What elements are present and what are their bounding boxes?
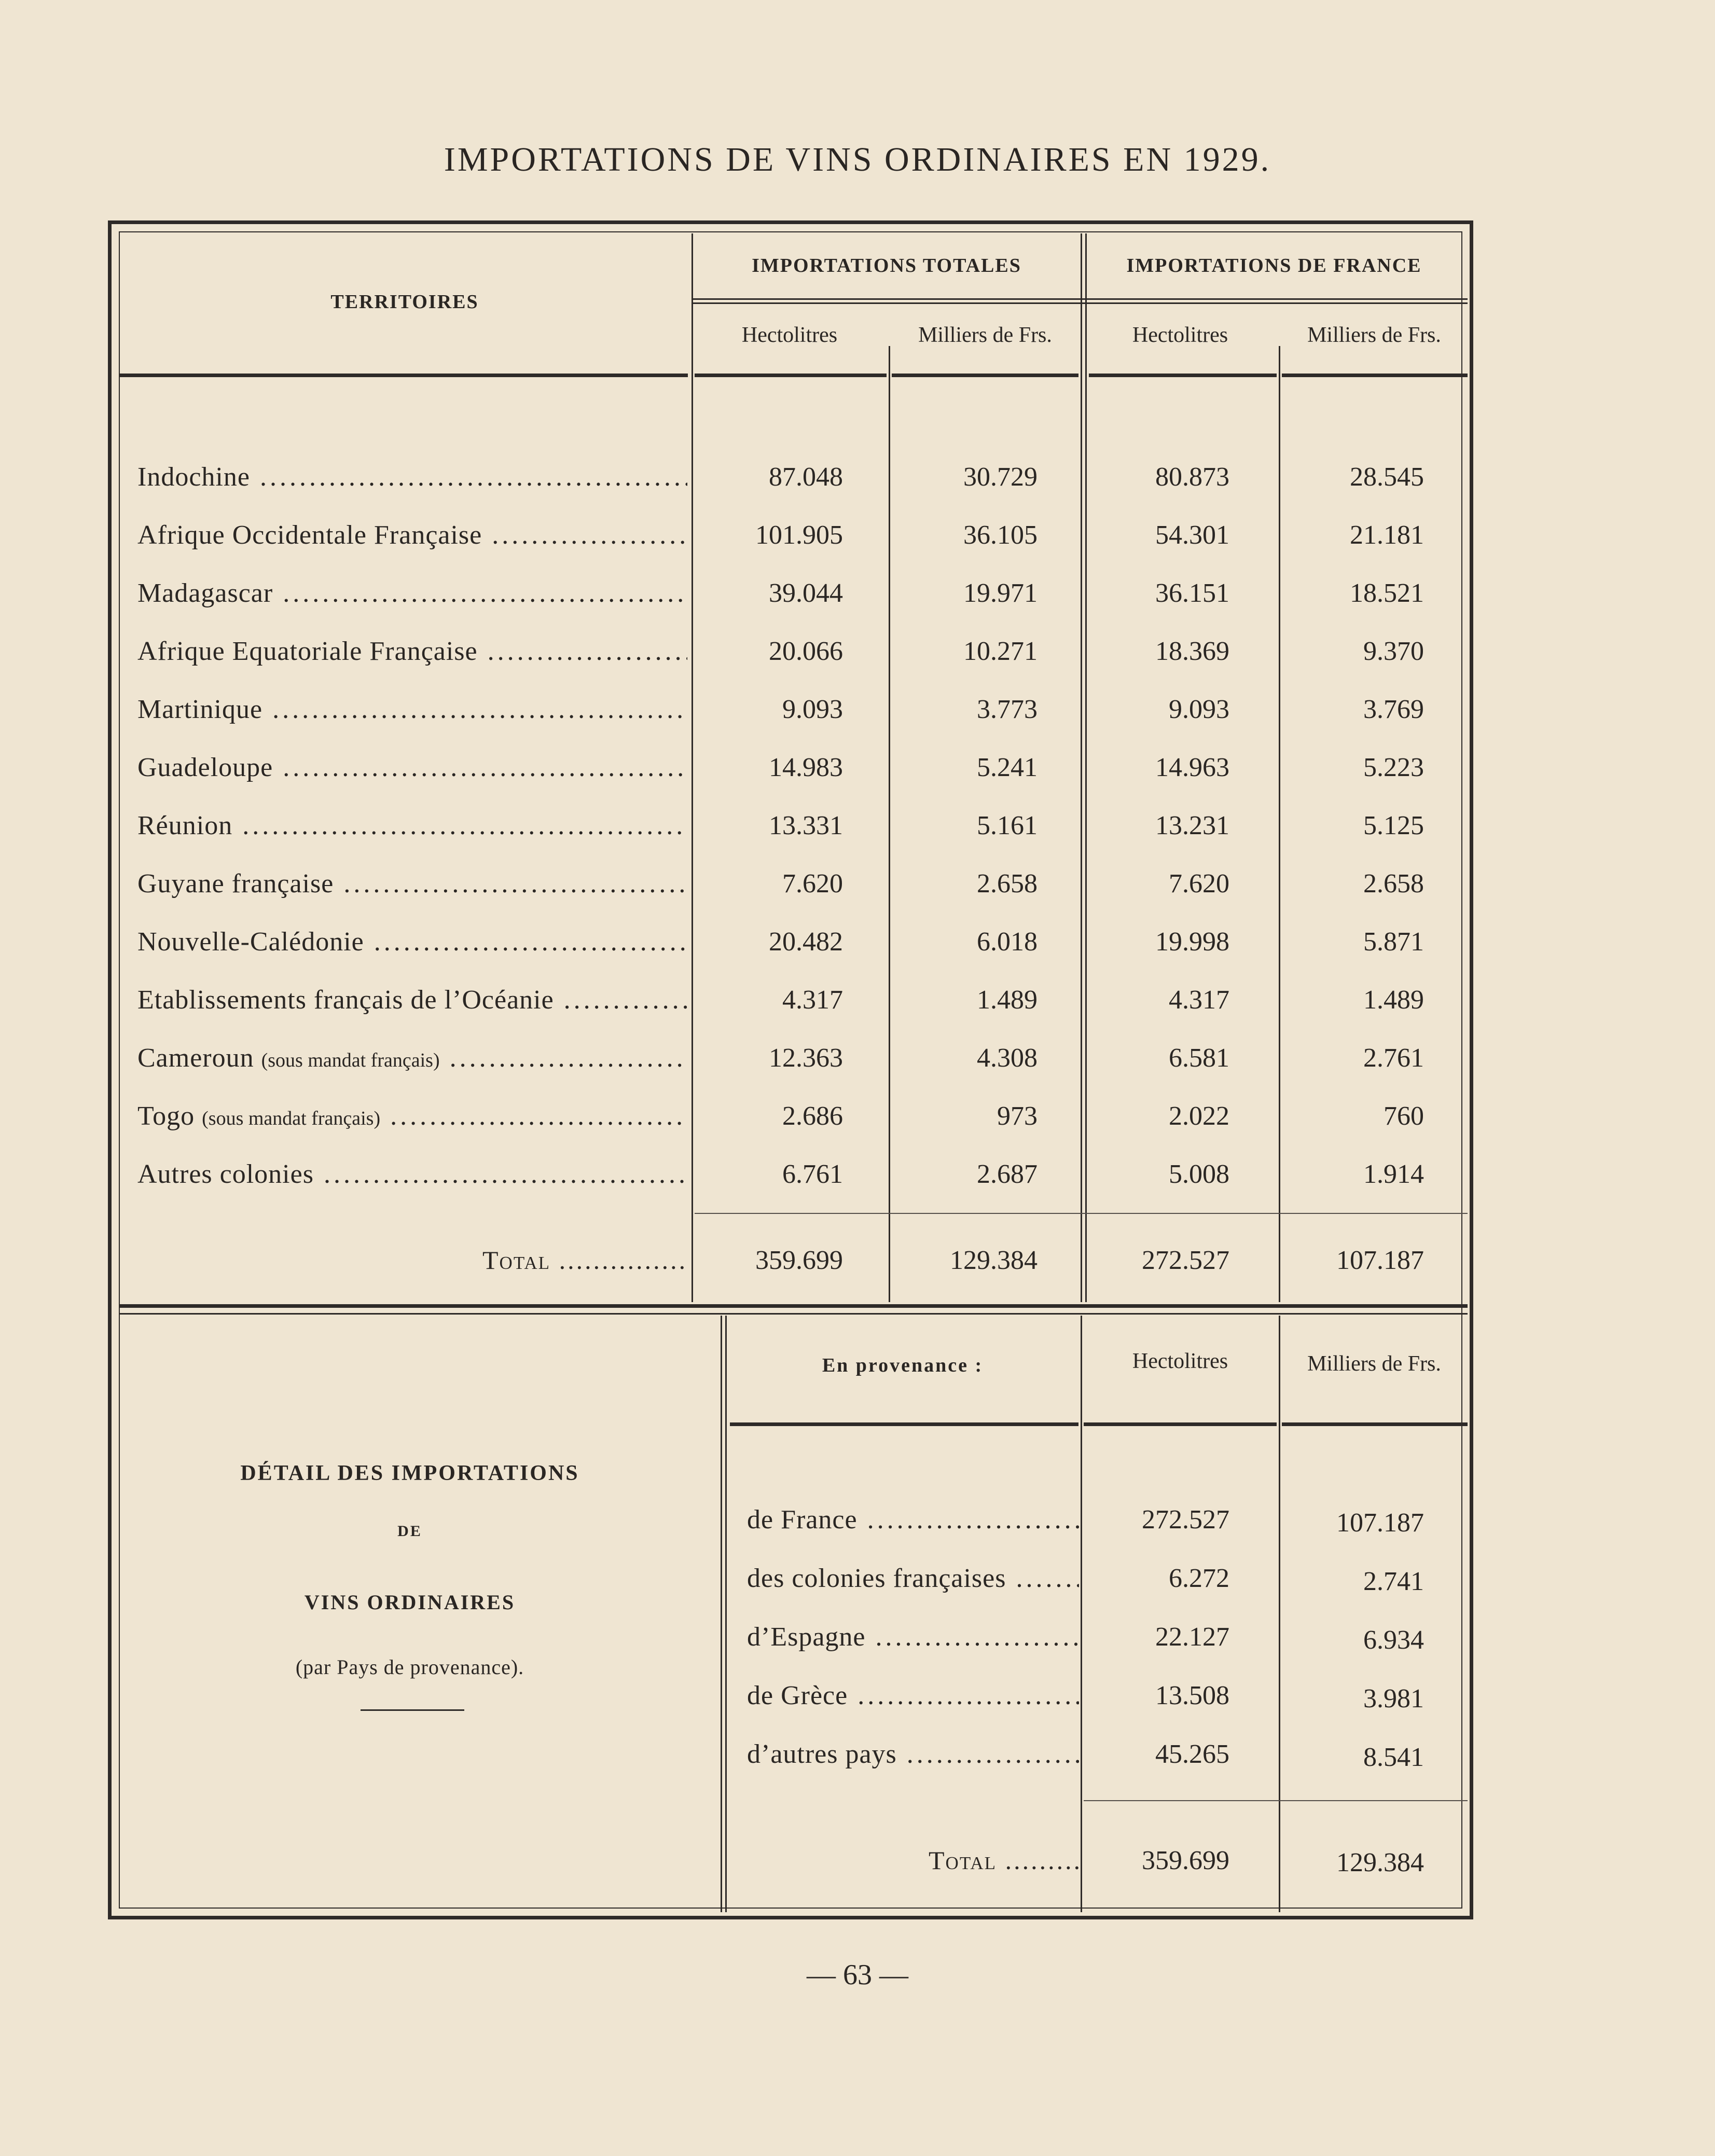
cell-fr-frs: 18.521 [1350, 578, 1424, 608]
detail-title-line3: VINS ORDINAIRES [304, 1591, 516, 1614]
territoire-label: Guadeloupe ..... [137, 752, 687, 783]
cell-fr-frs: 9.370 [1363, 637, 1424, 666]
cell-tot-frs: 19.971 [963, 578, 1038, 608]
rule-header-c3 [1089, 374, 1277, 377]
origin-label: d’Espagne ..... [747, 1622, 1079, 1652]
detail-row [0, 1680, 1424, 1727]
detail-row [0, 1504, 1424, 1551]
rule-group-header [691, 298, 1468, 304]
detail-row [0, 1563, 1424, 1610]
cell-fr-frs: 5.125 [1363, 811, 1424, 840]
cell-tot-frs: 5.241 [977, 753, 1038, 782]
rule-section-1 [119, 1304, 1468, 1308]
detail-title-line2: DE [397, 1523, 422, 1540]
rule-header-c1 [695, 374, 887, 377]
cell-fr-frs: 760 [1384, 1101, 1424, 1131]
table-row [0, 985, 1424, 1031]
detail-title-line4: (par Pays de provenance). [295, 1655, 524, 1679]
total-row [0, 1245, 1424, 1292]
table-row [0, 1043, 1424, 1089]
cell-tot-frs: 2.687 [977, 1159, 1038, 1189]
cell-fr-frs: 21.181 [1350, 520, 1424, 550]
cell-tot-frs: 3.773 [977, 695, 1038, 724]
cell-fr-hl: 14.963 [1155, 753, 1229, 782]
cell-fr-hl: 4.317 [1169, 985, 1229, 1015]
detail-cell-frs: 3.981 [1363, 1684, 1424, 1713]
total-tot-frs: 129.384 [950, 1246, 1038, 1275]
header-milliers-totales: Milliers de Frs. [918, 323, 1052, 347]
table-row [0, 636, 1424, 683]
cell-fr-hl: 80.873 [1155, 462, 1229, 492]
cell-tot-hl: 12.363 [769, 1043, 843, 1073]
detail-cell-hl: 6.272 [1169, 1564, 1229, 1593]
detail-cell-frs: 6.934 [1363, 1625, 1424, 1655]
cell-tot-frs: 5.161 [977, 811, 1038, 840]
rule-header-c2 [892, 374, 1078, 377]
cell-fr-frs: 28.545 [1350, 462, 1424, 492]
origin-label: de France ..... [747, 1504, 1079, 1535]
detail-cell-frs: 2.741 [1363, 1567, 1424, 1596]
cell-tot-hl: 4.317 [782, 985, 843, 1015]
cell-tot-hl: 101.905 [755, 520, 843, 550]
cell-tot-hl: 13.331 [769, 811, 843, 840]
rule-subtotal [695, 1213, 1468, 1214]
detail-row [0, 1739, 1424, 1786]
cell-tot-frs: 30.729 [963, 462, 1038, 492]
cell-tot-frs: 36.105 [963, 520, 1038, 550]
cell-fr-hl: 54.301 [1155, 520, 1229, 550]
rule-detail-col2 [1279, 1316, 1280, 1912]
cell-fr-hl: 6.581 [1169, 1043, 1229, 1073]
table-row [0, 1159, 1424, 1206]
territoire-label: Afrique Occidentale Française ..... [137, 520, 687, 550]
detail-title-line1: DÉTAIL DES IMPORTATIONS [240, 1461, 579, 1485]
header-importations-france: IMPORTATIONS DE FRANCE [1126, 255, 1422, 277]
rule-header-c4 [1282, 374, 1468, 377]
table-row [0, 520, 1424, 566]
origin-label: de Grèce ..... [747, 1680, 1079, 1711]
table-row [0, 810, 1424, 857]
cell-tot-hl: 9.093 [782, 695, 843, 724]
table-row [0, 927, 1424, 973]
cell-fr-hl: 19.998 [1155, 927, 1229, 957]
cell-fr-frs: 2.658 [1363, 869, 1424, 899]
cell-fr-hl: 36.151 [1155, 578, 1229, 608]
cell-tot-frs: 2.658 [977, 869, 1038, 899]
table-row [0, 578, 1424, 625]
territoire-label: Cameroun (sous mandat français) ..... [137, 1043, 687, 1073]
cell-tot-frs: 973 [997, 1101, 1038, 1131]
rule-detail-col1 [1081, 1316, 1082, 1912]
cell-fr-hl: 7.620 [1169, 869, 1229, 899]
detail-cell-frs: 107.187 [1336, 1508, 1424, 1538]
cell-fr-hl: 13.231 [1155, 811, 1229, 840]
cell-tot-hl: 6.761 [782, 1159, 843, 1189]
cell-fr-frs: 5.871 [1363, 927, 1424, 957]
origin-label: des colonies françaises ..... [747, 1563, 1079, 1594]
header-territoires: TERRITOIRES [330, 291, 479, 313]
territoire-label: Réunion ..... [137, 810, 687, 841]
rule-detail-header-a [730, 1422, 1078, 1426]
territoire-label: Indochine ..... [137, 462, 687, 492]
cell-tot-frs: 4.308 [977, 1043, 1038, 1073]
territoire-label: Etablissements français de l’Océanie ..... [137, 985, 687, 1015]
cell-fr-hl: 18.369 [1155, 637, 1229, 666]
territoire-label: Madagascar ..... [137, 578, 687, 609]
table-row [0, 462, 1424, 508]
cell-fr-frs: 1.489 [1363, 985, 1424, 1015]
cell-tot-frs: 6.018 [977, 927, 1038, 957]
rule-section-2 [119, 1313, 1468, 1315]
territoire-label: Togo (sous mandat français) ..... [137, 1101, 687, 1131]
header-importations-totales: IMPORTATIONS TOTALES [752, 255, 1021, 277]
detail-total-hl: 359.699 [1142, 1846, 1229, 1875]
detail-total-label: Total ..... [929, 1845, 1079, 1875]
cell-fr-frs: 3.769 [1363, 695, 1424, 724]
rule-header-territoires [119, 374, 688, 377]
cell-tot-hl: 87.048 [769, 462, 843, 492]
rule-detail-header-c [1282, 1422, 1468, 1426]
detail-header-provenance: En provenance : [822, 1355, 984, 1376]
detail-cell-hl: 45.265 [1155, 1739, 1229, 1769]
cell-tot-frs: 1.489 [977, 985, 1038, 1015]
rule-detail-subtotal [1084, 1800, 1468, 1801]
territoire-label: Autres colonies ..... [137, 1159, 687, 1190]
cell-tot-hl: 14.983 [769, 753, 843, 782]
header-hectolitres-france: Hectolitres [1132, 323, 1228, 347]
detail-header-hectolitres: Hectolitres [1132, 1349, 1228, 1373]
detail-cell-hl: 13.508 [1155, 1681, 1229, 1710]
detail-cell-frs: 8.541 [1363, 1743, 1424, 1772]
cell-fr-hl: 9.093 [1169, 695, 1229, 724]
total-fr-hl: 272.527 [1142, 1246, 1229, 1275]
cell-tot-hl: 7.620 [782, 869, 843, 899]
table-row [0, 868, 1424, 915]
total-tot-hl: 359.699 [755, 1246, 843, 1275]
total-label: Total ..... [482, 1245, 687, 1275]
territoire-label: Guyane française ..... [137, 868, 687, 899]
detail-cell-hl: 22.127 [1155, 1622, 1229, 1652]
rule-detail-left [721, 1316, 727, 1912]
cell-fr-frs: 2.761 [1363, 1043, 1424, 1073]
page-number: — 63 — [807, 1959, 908, 1991]
cell-fr-hl: 2.022 [1169, 1101, 1229, 1131]
cell-fr-frs: 1.914 [1363, 1159, 1424, 1189]
territoire-label: Nouvelle-Calédonie ..... [137, 927, 687, 957]
detail-cell-hl: 272.527 [1142, 1505, 1229, 1535]
origin-label: d’autres pays ..... [747, 1739, 1079, 1770]
detail-total-frs: 129.384 [1336, 1848, 1424, 1877]
cell-tot-hl: 20.066 [769, 637, 843, 666]
cell-fr-hl: 5.008 [1169, 1159, 1229, 1189]
cell-tot-hl: 39.044 [769, 578, 843, 608]
table-row [0, 694, 1424, 741]
cell-tot-frs: 10.271 [963, 637, 1038, 666]
total-fr-frs: 107.187 [1336, 1246, 1424, 1275]
cell-tot-hl: 2.686 [782, 1101, 843, 1131]
cell-fr-frs: 5.223 [1363, 753, 1424, 782]
detail-total-row [0, 1845, 1424, 1892]
rule-detail-header-b [1084, 1422, 1277, 1426]
page-title: IMPORTATIONS DE VINS ORDINAIRES EN 1929. [444, 141, 1271, 178]
header-milliers-france: Milliers de Frs. [1307, 323, 1441, 347]
header-hectolitres-totales: Hectolitres [741, 323, 838, 347]
table-row [0, 1101, 1424, 1148]
cell-tot-hl: 20.482 [769, 927, 843, 957]
table-row [0, 752, 1424, 799]
territoire-label: Martinique ..... [137, 694, 687, 725]
detail-row [0, 1622, 1424, 1668]
detail-header-milliers: Milliers de Frs. [1307, 1352, 1441, 1376]
territoire-label: Afrique Equatoriale Française ..... [137, 636, 687, 667]
